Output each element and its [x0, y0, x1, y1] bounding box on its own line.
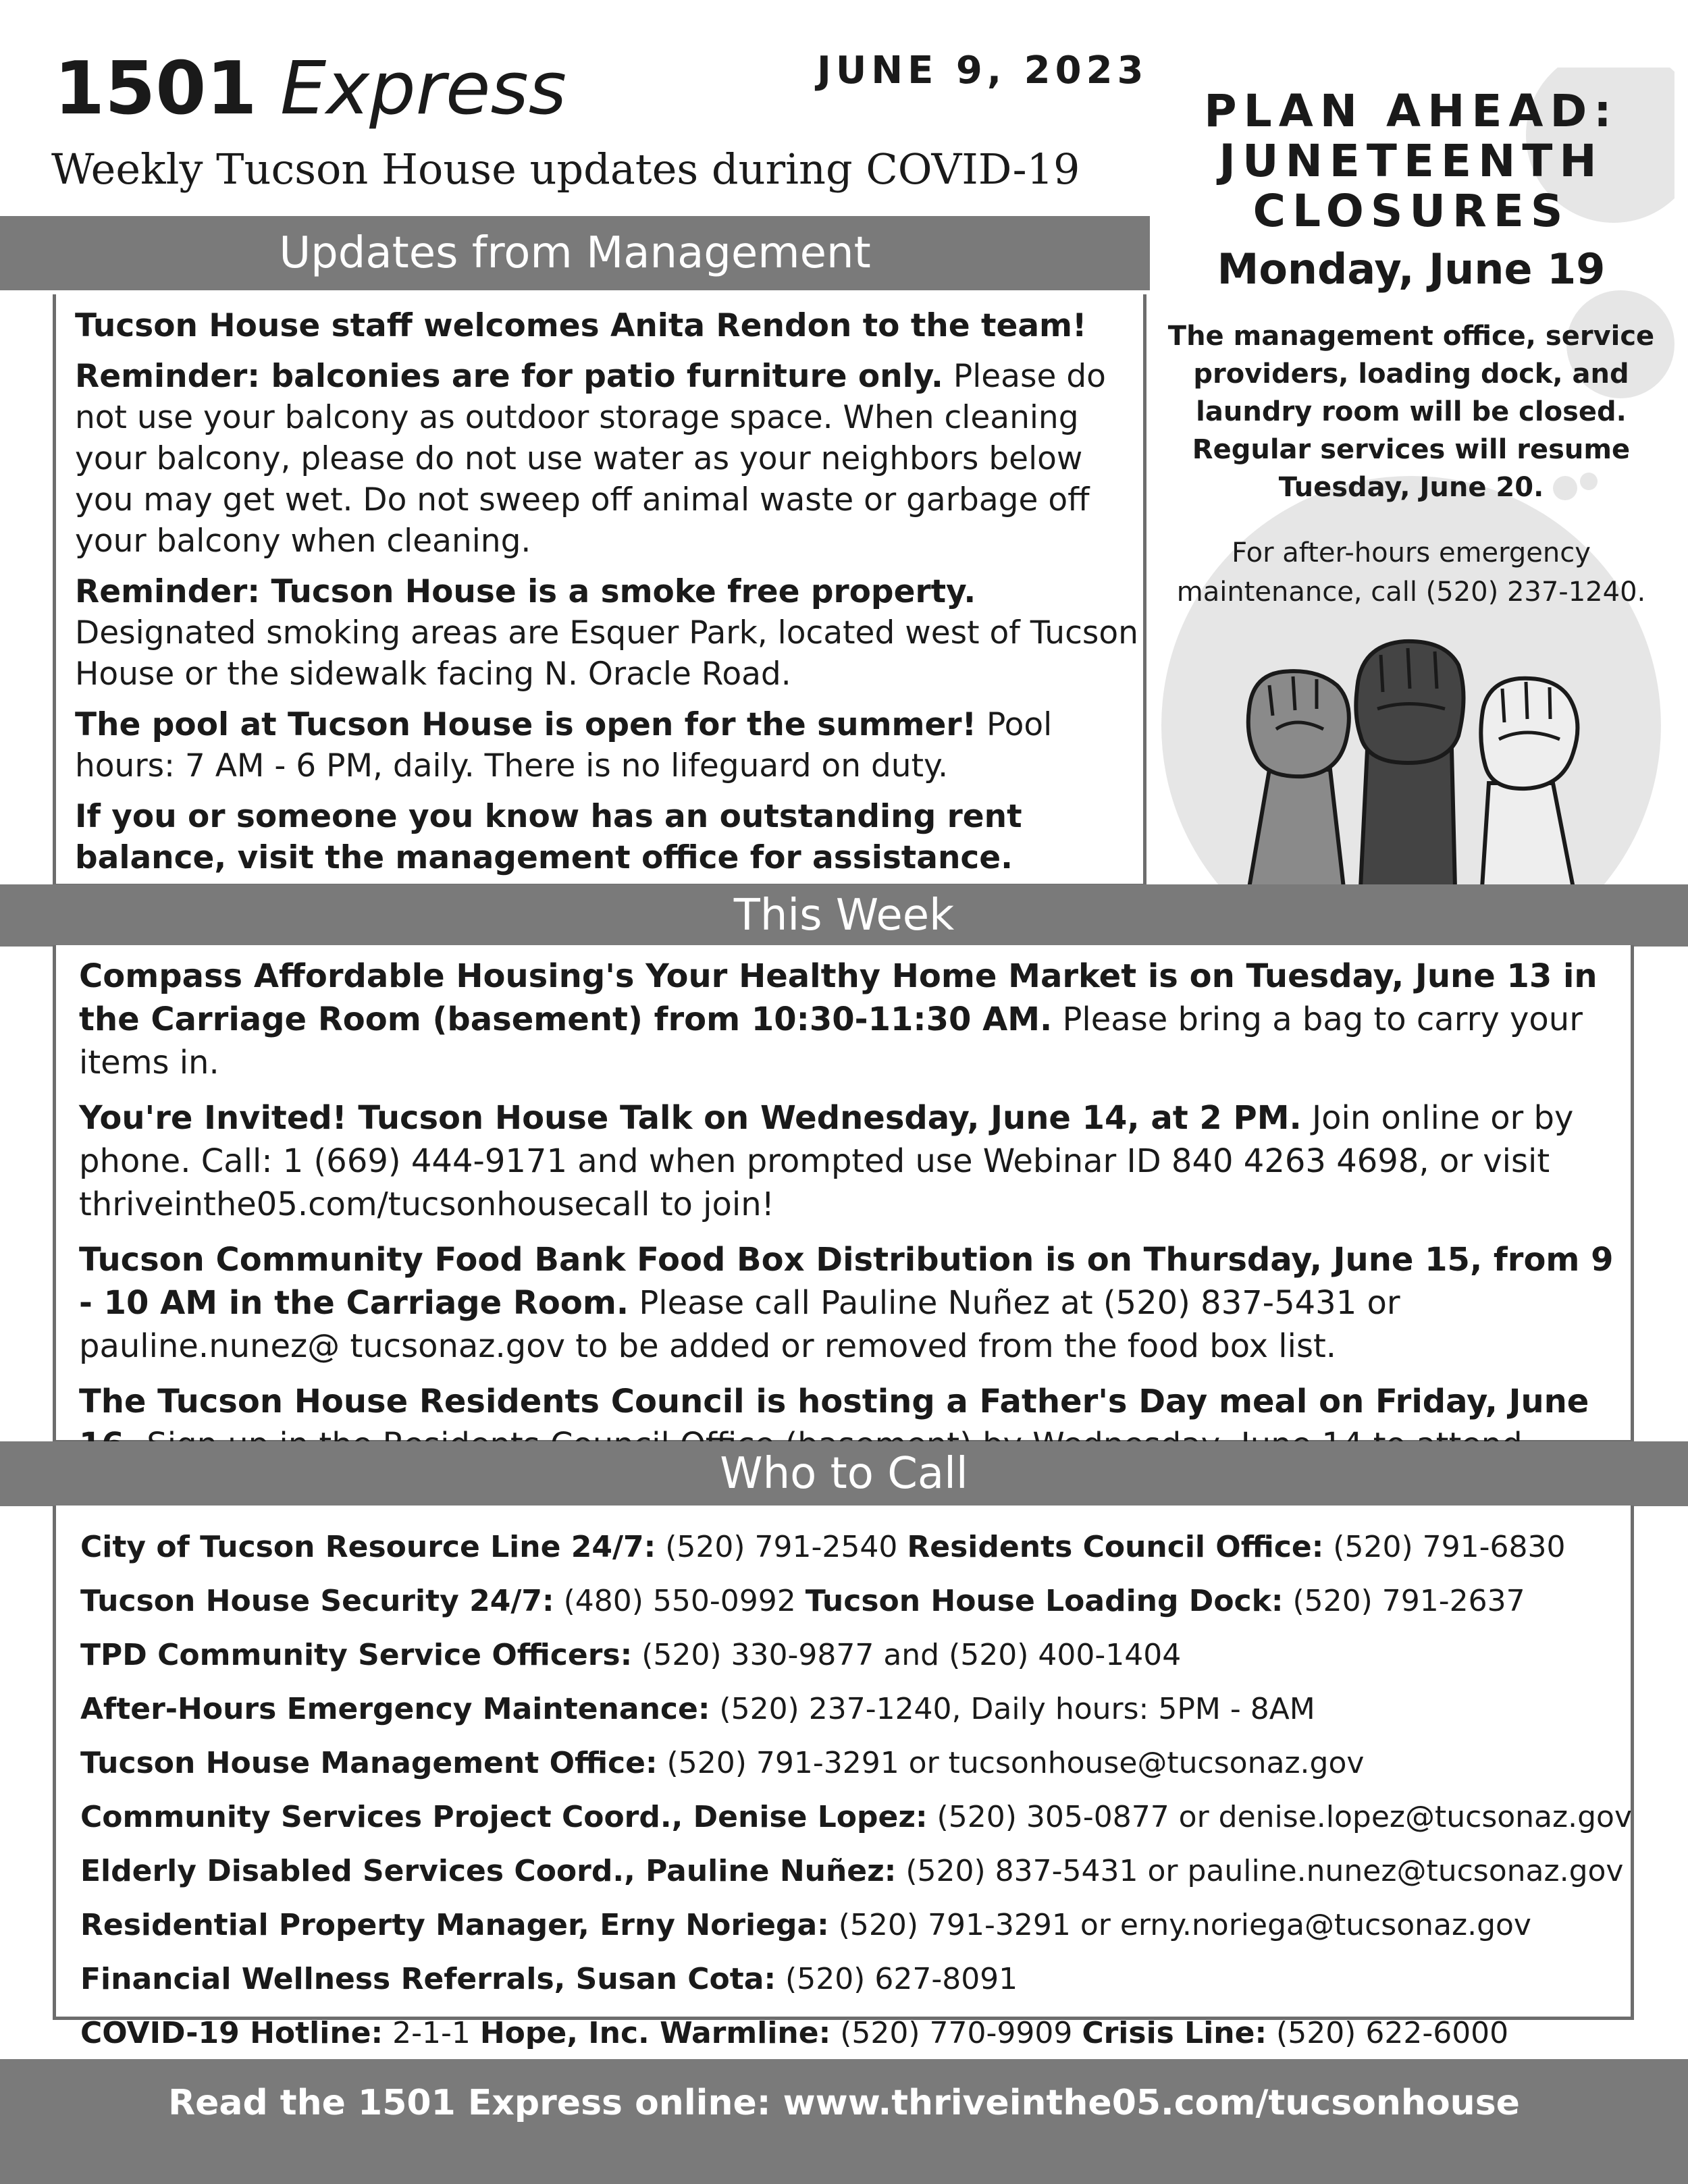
closure-line: laundry room will be closed.	[1196, 396, 1627, 427]
contact-value: (520) 770-9909	[830, 2016, 1082, 2050]
contact-label: Community Services Project Coord., Denise Lopez:	[80, 1800, 928, 1834]
contact-value: (520) 627-8091	[776, 1962, 1018, 1996]
update-item	[75, 356, 1143, 562]
contact-row	[80, 1628, 1631, 1682]
this-week-events	[53, 945, 1634, 1443]
heading-line: JUNETEENTH	[1219, 135, 1604, 187]
update-headline: The pool at Tucson House is open for the summer!	[75, 706, 977, 743]
contact-label: TPD Community Service Officers:	[80, 1638, 633, 1672]
heading-line: PLAN AHEAD:	[1204, 85, 1618, 137]
management-updates	[53, 294, 1146, 887]
contact-row	[80, 1952, 1631, 2006]
newsletter-title	[54, 47, 567, 131]
contact-label: Residents Council Office:	[907, 1530, 1324, 1564]
newsletter-subtitle: Weekly Tucson House updates during COVID-19	[51, 144, 1080, 194]
event-headline: Tucson Community Food Bank Food Box Distribution is on Thursday, June 15, from 9 - 10 AM in the Carriage Room.	[79, 1241, 1614, 1322]
after-hours-line: maintenance, call (520) 237-1240.	[1176, 577, 1646, 608]
closures-heading	[1148, 86, 1674, 236]
contact-label: COVID-19 Hotline:	[80, 2016, 384, 2050]
footer-link-text: Read the 1501 Express online: www.thriveinthe05.com/tucsonhouse	[168, 2083, 1520, 2123]
contact-row	[80, 1898, 1631, 1952]
contact-label: Crisis Line:	[1082, 2016, 1267, 2050]
contact-value: (520) 791-3291 or tucsonhouse@tucsonaz.gov	[657, 1746, 1365, 1780]
title-number: 1501	[54, 47, 257, 131]
left-fist-icon	[1248, 671, 1349, 888]
contact-value: (520) 330-9877 and (520) 400-1404	[632, 1638, 1182, 1672]
update-body: Pool hours: 7 AM - 6 PM, daily. There is no lifeguard on duty.	[75, 706, 1053, 784]
section-header-who-to-call: Who to Call	[0, 1441, 1688, 1506]
update-body: Please do not use your balcony as outdoor storage space. When cleaning your balcony, please do not use water as your neighbors below you may get wet. Do not sweep off animal waste or garbage off your balcony when cleaning.	[75, 358, 1106, 560]
contact-label: Tucson House Security 24/7:	[80, 1584, 554, 1618]
update-item	[75, 704, 1143, 787]
event-item	[79, 1238, 1631, 1368]
footer-banner	[0, 2059, 1688, 2184]
contact-row	[80, 1520, 1631, 1574]
contact-label: Residential Property Manager, Erny Noriega:	[80, 1908, 829, 1942]
contact-label: Financial Wellness Referrals, Susan Cota:	[80, 1962, 776, 1996]
contact-row	[80, 1574, 1631, 1628]
contact-value: (480) 550-0992	[554, 1584, 806, 1618]
closure-line: The management office, service	[1167, 321, 1655, 352]
contact-value: (520) 237-1240, Daily hours: 5PM - 8AM	[710, 1692, 1315, 1726]
event-item	[79, 955, 1631, 1084]
update-headline: Tucson House staff welcomes Anita Rendon to the team!	[75, 307, 1087, 344]
contact-row	[80, 2006, 1631, 2060]
update-body: Designated smoking areas are Esquer Park, located west of Tucson House or the sidewalk facing N. Oracle Road.	[75, 614, 1138, 693]
closure-line: Tuesday, June 20.	[1278, 472, 1544, 503]
closure-date: Monday, June 19	[1217, 244, 1606, 294]
contact-value: (520) 791-2540	[656, 1530, 907, 1564]
contact-row	[80, 1736, 1631, 1790]
event-body: Please call Pauline Nuñez at (520) 837-5431 or pauline.nunez@ tucsonaz.gov to be added or removed from the food box list.	[79, 1284, 1400, 1365]
after-hours-note	[1148, 533, 1674, 612]
contact-value: (520) 305-0877 or denise.lopez@tucsonaz.gov	[927, 1800, 1632, 1834]
contact-value: (520) 791-3291 or erny.noriega@tucsonaz.gov	[828, 1908, 1531, 1942]
update-headline: Reminder: balconies are for patio furniture only.	[75, 358, 943, 395]
heading-line: CLOSURES	[1252, 185, 1570, 237]
event-item	[79, 1096, 1631, 1226]
section-header-this-week: This Week	[0, 884, 1688, 947]
issue-date: JUNE 9, 2023	[817, 49, 1149, 92]
contact-value: 2-1-1	[383, 2016, 480, 2050]
event-headline: The Tucson House Residents Council is hosting a Father's Day meal on Friday, June	[79, 1383, 1589, 1420]
contact-row	[80, 1844, 1631, 1898]
contact-row	[80, 1682, 1631, 1736]
contact-value: (520) 791-6830	[1323, 1530, 1566, 1564]
contact-value: (520) 622-6000	[1267, 2016, 1509, 2050]
update-item	[75, 796, 1143, 878]
contact-label: Tucson House Loading Dock:	[805, 1584, 1284, 1618]
event-headline: You're Invited! Tucson House Talk on Wednesday, June 14, at 2 PM.	[79, 1099, 1302, 1137]
contact-label: Hope, Inc. Warmline:	[479, 2016, 831, 2050]
closure-line: Regular services will resume	[1192, 434, 1631, 465]
event-body: Join online or by phone. Call: 1 (669) 444-9171 and when prompted use Webinar ID 840 4263 4698, or visit thriveinthe05.com/tucsonhousecall to join!	[79, 1099, 1574, 1223]
center-fist-icon	[1356, 641, 1463, 888]
event-headline: Compass Affordable Housing's Your Healthy Home Market is on Tuesday, June 13 in the Carriage Room (basement) from 10:30-11:30 AM.	[79, 957, 1598, 1038]
contact-label: Tucson House Management Office:	[80, 1746, 658, 1780]
contact-label: Elderly Disabled Services Coord., Pauline Nuñez:	[80, 1854, 897, 1888]
update-headline: If you or someone you know has an outstanding rent balance, visit the management office for assistance.	[75, 798, 1022, 876]
after-hours-line: For after-hours emergency	[1232, 537, 1591, 568]
contact-value: (520) 837-5431 or pauline.nunez@tucsonaz.gov	[896, 1854, 1624, 1888]
contact-label: After-Hours Emergency Maintenance:	[80, 1692, 710, 1726]
section-header-management: Updates from Management	[0, 216, 1150, 290]
raised-fists-illustration	[1222, 635, 1600, 888]
update-item	[75, 305, 1143, 346]
closure-line: providers, loading dock, and	[1193, 358, 1629, 390]
contact-row	[80, 1790, 1631, 1844]
closure-details	[1148, 317, 1674, 506]
title-word: Express	[280, 47, 567, 131]
update-item	[75, 571, 1143, 695]
update-headline: Reminder: Tucson House is a smoke free property.	[75, 573, 976, 610]
contact-label: City of Tucson Resource Line 24/7:	[80, 1530, 656, 1564]
event-body: Please bring a bag to carry your items in.	[79, 1001, 1583, 1082]
right-fist-icon	[1481, 678, 1577, 888]
contact-value: (520) 791-2637	[1283, 1584, 1525, 1618]
contact-directory	[53, 1506, 1634, 2050]
juneteenth-panel	[1148, 68, 1674, 888]
